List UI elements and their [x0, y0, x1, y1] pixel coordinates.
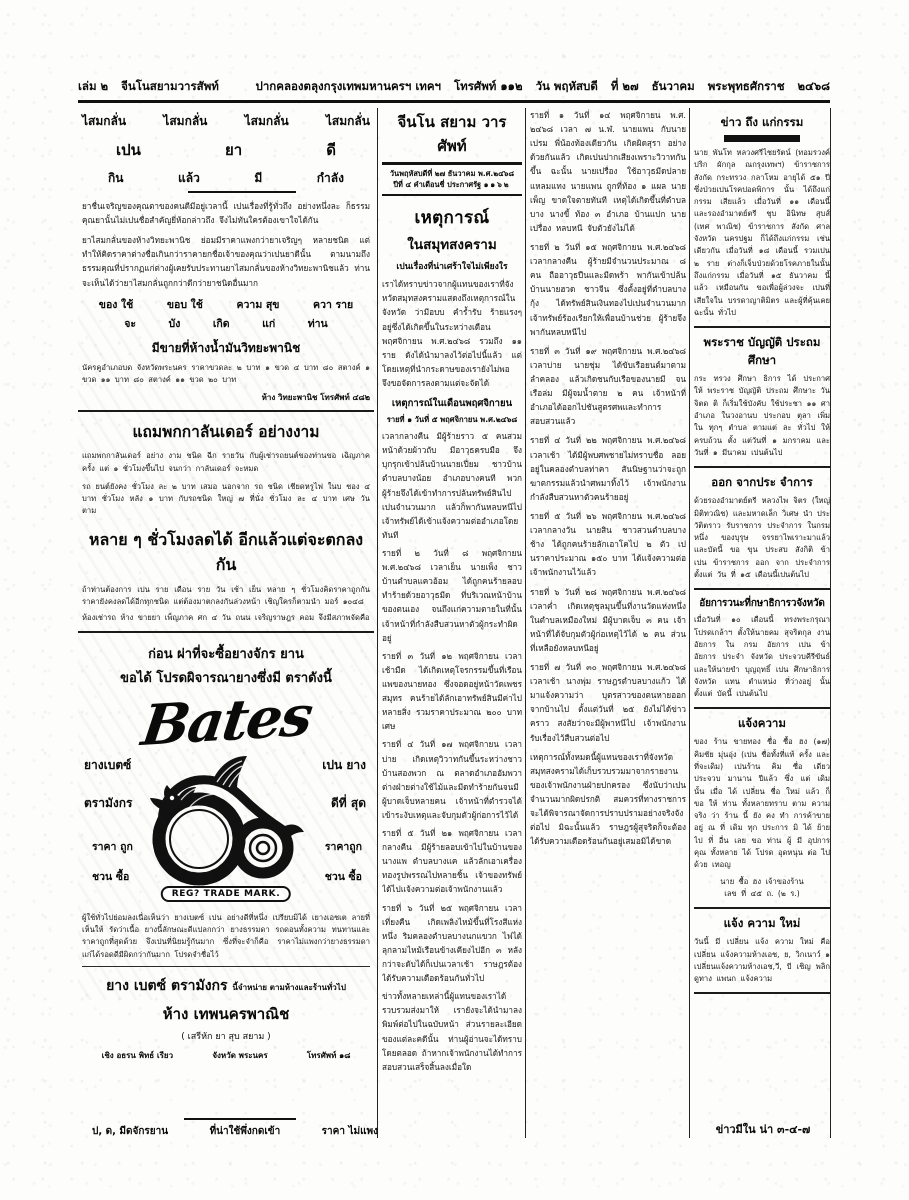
- ad-tonic-row5-w1: จะ: [124, 317, 137, 330]
- column-advertisements: [78, 108, 374, 1138]
- masthead-rule: [78, 100, 830, 103]
- notice-retirement: [694, 474, 830, 581]
- ad-bates-brand-note: นี้จำหน่าย ตามห้างและร้านทั่วไป: [232, 983, 346, 992]
- masthead-era: พระพุทธศักราช: [707, 79, 785, 93]
- lead-body-1: เราได้ทราบข่าวจากผู้แทนของเราที่จังหวัดสมุทสงครามแสดงถึงเหตุการณ์ในจังหวัด ว่ามีอบบ คำร้ำรับ ร้ายแรงๆ อยู่ซึ่งได้เกิดขึ้นในระหว่างเดือนพฤศจิกายน พ.ศ.๒๔๖๘ รวมถึง ๑๑ ราย ดังได้นำมาลงไว้ต่อไปนี้แล้ว แต่โดยเหตุที่นำกระดาษของเรายังไม่พอ จึงขอจัดการลงตามแต่จะจัดได้: [382, 279, 522, 388]
- ad-tonic-line2-w3: ดี: [326, 141, 336, 159]
- masthead-year: ๒๔๖๘: [797, 79, 830, 93]
- headline-lead: เปนเรื่องที่น่าเศร้าใจไม่เพียงใร: [396, 262, 508, 273]
- notice-separator-5: [694, 907, 830, 909]
- notice-announcement-sign: นาย ชื้อ ฮง เจ้าของร้าน: [720, 876, 804, 886]
- notice-separator-3: [694, 588, 830, 590]
- headline-primary: เหตุการณ์: [414, 208, 490, 229]
- notice-appointment: [694, 596, 830, 700]
- ad-calendar-body-1: แถมพกกาลันเดอร์ อย่าง งาม ชนิด ฉีก รายวัน กับผู้เช่ารถยนต์ของท่านขอ เฉิญภาค ครั้ง แต่ ๑ ชั่วโมงขึ้นไป จนกว่า กาลันเดอร์ จะหมด: [82, 451, 370, 473]
- column-divider-1: [377, 108, 378, 1138]
- notice-separator-6: [694, 992, 830, 994]
- ad-bates-firm-foot-3: โทรศัพท์ ๑๘: [306, 1051, 351, 1060]
- ad-bates-firm-sub: ( เสรีหัก ยา สุบ สยาม ): [181, 1032, 271, 1042]
- ad-bates-left-3: ราคา ถูก: [92, 840, 133, 853]
- news-para-7: รายที่ ๗ วันที่ ๓๐ พฤศจิกายน พ.ศ.๒๔๖๘ เวลาเช้า นางพุ่ม ราษฎรตำบลบางแก้ว ได้มาแจ้งความว่า บุตรสาวของตนหายออกจากบ้านไป ตั้งแต่วันที่ ๒๕ ยังไม่ได้ข่าวคราว สงสัยว่าจะมีผู้พาหนีไป เจ้าพนักงานรับเรื่องไว้สืบสวนต่อไป: [530, 662, 686, 743]
- footer-left-item-1: ป, ด, มีดจักรยาน: [92, 1126, 169, 1137]
- ad-tonic-row4-w2: ขอบ ใช้: [166, 298, 203, 311]
- ad-calendar: [78, 419, 374, 624]
- bates-logo: Bates: [137, 682, 315, 759]
- masthead-day: วัน พฤหัสบดี: [535, 79, 598, 93]
- news-para-3: รายที่ ๓ วันที่ ๑๙ พฤศจิกายน พ.ศ.๒๔๖๘ เวลาบ่าย นายชุ่ม ได้ขับเรือยนต์มาตามลำคลอง แล้วเกิดชนกับเรือของนายมี จนเรือล่ม มีผู้จมน้ำตาย ๒ คน เจ้าหน้าที่อำเภอได้ออกไปชันสูตรศพและทำการสอบสวนแล้ว: [530, 345, 686, 427]
- notice-announcement: [694, 715, 830, 900]
- ad-tonic-line3-w2: แล้ว: [177, 171, 200, 185]
- ad-bates-firm-foot-1: เชิง อธรน พิทธ์ เรียว: [101, 1051, 174, 1060]
- notice-separator-2: [694, 466, 830, 468]
- ad-tonic-body-2: ยาไสมกลั่นของห้างวิทยะพานิช ย่อมมีราคาแพงกว่ายาเจริญๆ หลายชนิด แต่ทำให้คิดราคาต่างชื่อเกินกว่าราคายกชื่อเจ้าของคุณว่าเปนยาดีนั้น ตามนามถึงธรรมคุณที่ปรากฏแก่ต่างผู้เคยรับประทานยาไสมกลั่นของห้างวิทยะพานิชแล้ว ท่านจะเห็นได้ว่ายาไสมกลั่นถูกกว่าดีกว่ายาชนิดอื่นมาก: [82, 235, 370, 288]
- ad-separator-2: [78, 631, 374, 633]
- bates-artwork: [82, 742, 370, 910]
- ad-bates-line-2: ขอได้ โปรดผิจารณายางซึ่งมี ตราดังนี้: [120, 670, 332, 686]
- masthead-paper-short: จีนโนสยามวารสัพท์: [121, 79, 219, 93]
- masthead-month: ธันวาคม: [651, 79, 695, 93]
- masthead: [78, 78, 830, 96]
- trademark-badge: REG? TRADE MARK.: [161, 886, 291, 902]
- ad-tonic-row4-w4: ควา ราย: [313, 298, 354, 311]
- ad-tonic-row4-w1: ของ ใช้: [98, 298, 134, 311]
- lead-body-2: เวลากลางคืน มีผู้ร้ายราว ๕ คนสวมหน้าด้วยผ้าวถับ มีอาวุธครบมือ จึงบุกรุกเข้าปล้นบ้านนายเปี่ยม ชาวบ้านตำบลบางน้อย อำเภอบางคนที พวกผู้ร้ายจึงได้เข้าทำการปล้นทรัพย์สินไปเปนจำนวนมาก แล้วก็พากันหลบหนีไป เจ้าทรัพย์ได้เข้าแจ้งความต่ออำเภอโดยทันที: [382, 431, 522, 540]
- notice-appointment-body: เมื่อวันที่ ๑๐ เดือนนี้ ทรงพระกรุณา โปรดเกล้าฯ ตั้งให้นายคม สุจริตกุล งาน อัยการ ใน กรม อัยการ เปน ข้า อัยการ ประจำ จังหวัด ประจวบคีรีขันธ์ และให้นายขำ บุญฤทธิ์ เปน ศึกษาธิการ จังหวัด แทน ตำแหน่ง ที่ว่างอยู่ นั้น ตั้งแต่ บัดนี้ เปนต้นไป: [694, 615, 830, 699]
- ad-bates-rule: [82, 966, 370, 967]
- footer-left-rule: [184, 1118, 296, 1120]
- notice-separator-1: [694, 326, 830, 328]
- ad-tonic-row5: [82, 315, 370, 332]
- ad-bates-firm-foot-2: จังหวัด พระนคร: [212, 1051, 268, 1060]
- newspaper-nameplate: จีนโน สยาม วาร ศัพท์: [397, 113, 507, 155]
- ad-bates-body: ผู้ใช้ทั่วไปย่อมลงเนื่อเห็นว่า ยางเบตซ์ เปน อย่างดีที่หนึ่ง เปรียบมิได้ เยางเอชเต ลายที่เห็นให้ รัดว่าเนื้อ ยางนี้ลักษณะดีแปลกกว่า ยางธรรมดา รถดอนทั้งความ ทนทานและ ราคาถูกที่สุดด้วย จึงเปนที่นิยมรู้กันมาก ซึ่งที่จะจำก็คือ ราคาไม่แพงกว่ายางธรรมดา แก่ได้รอดดีมีผิดกว่ากันมาก โปรดจำชื่อไว้: [82, 912, 370, 959]
- notice-separator-4: [694, 707, 830, 709]
- news-para-6: รายที่ ๖ วันที่ ๒๘ พฤศจิกายน พ.ศ.๒๔๖๘ เวลาค่ำ เกิดเหตุชุลมุนขึ้นที่งานวัดแห่งหนึ่ง ในตำบลเหมืองใหม่ มีผู้บาดเจ็บ ๓ คน เจ้าหน้าที่ได้จับกุมตัวผู้ก่อเหตุไว้ได้ ๒ คน ส่วนที่เหลือยังหลบหนีอยู่: [530, 586, 686, 653]
- ad-tonic-word-1: ไสมกลั่น: [82, 114, 127, 128]
- ad-bates-right-1: เปน ยาง: [322, 757, 366, 772]
- masthead-telephone: โทรศัพท์ ๑๑๒: [453, 79, 523, 93]
- nameplate-issue-number: ๑๑๖๒: [483, 179, 511, 189]
- ad-tonic-row5-w5: ท่าน: [307, 317, 328, 330]
- ad-tonic: [78, 112, 374, 404]
- nameplate-rule-bottom: [382, 194, 522, 197]
- ad-tonic-shop: มีขายที่ห้างน้ำมันวิทยะพานิช: [151, 340, 301, 355]
- ad-bates-right-2: ดีที่ สุด: [331, 795, 366, 810]
- ad-bates-firm-foot: [82, 1049, 370, 1062]
- nameplate-date-line: วันพฤหัสบดีที่ ๒๗ ธันวาคม พ.ศ.๒๔๖๘: [389, 168, 515, 178]
- ad-tonic-body-1: ยาชื่นเจริญของคุณตาของคนดีมีอยู่เวลานี้ เปนเรื่องที่รู้ทั่วถึง อย่างหนึ่งละ ก็ธรรมคุณยานั้นไม่เปนชื่อสำคัญยี่ห้อกล่าวถึง จึงไม่ทันใครต้องเขาใจได้กัน: [82, 201, 370, 226]
- ad-bates-right-3: ราคาถูก: [324, 840, 362, 853]
- notice-education-act: [694, 334, 830, 459]
- ad-tonic-line3-w1: กิน: [108, 171, 124, 185]
- ad-tonic-line3-w4: กำลัง: [316, 171, 344, 185]
- news-para-4: รายที่ ๔ วันที่ ๒๒ พฤศจิกายน พ.ศ.๒๔๖๘ เวลาเช้า ได้มีผู้พบศพชายไม่ทราบชื่อ ลอยอยู่ในคลองตำบลท่าคา สันนิษฐานว่าจะถูกฆาตกรรมแล้วนำศพมาทิ้งไว้ เจ้าพนักงานกำลังสืบสวนหาตัวคนร้ายอยู่: [530, 435, 686, 502]
- ad-bates: [78, 643, 374, 1062]
- ad-calendar-body-3: ถ้าท่านต้องการ เปน ราย เดือน ราย วัน เช้า เย็น หลาย ๆ ชั่วโมงคิดราคาถูกกัน ราคายังคงลดได้อีกทุกชนิด แต่ต้องมาตกลงกันล่วงหน้า เชิญใครก็ตามนำ มอร์ ๑๐๔๘: [82, 584, 370, 607]
- notice-new-ads-body: วันนี้ มี เปลี่ยน แจ้ง ความ ใหม่ คือ เปลี่ยน แจ้งความห้างเอช, ย, วิกเนาว์ ๑ เปลี่ยนแจ้งความห้างเอช,วี, บี เชิญ พลิก ดูทาง แพนก แจ้งความ: [694, 937, 830, 984]
- ad-tonic-row5-w3: เกิด: [212, 317, 230, 330]
- news-para-1: รายที่ ๑ วันที่ ๑๔ พฤศจิกายน พ.ศ. ๒๔๖๘ เวลา ๗ น.ฬ. นายแพน กับนายเปรม พี่น้องท้องเดียวกัน เกิดผิดสุรา อย่างด้วยกันแล้ว เกิดเปนปากเสียงเพราะวิวาทกันขึ้น ฉะนั้น นายเปรื่อง ใช้อาวุธมีดปลายแหลมแทง นายแพน ถูกที่ท้อง ๑ แผล นายเพ็ญ ขาดใจตายทันที เหตุได้เกิดขึ้นที่ตำบลบาง นางขี้ ท้อง ๓ อำเภอ บ้านแปก นายเปรื่อง หลบหนี จับตัวยังไม่ได้: [530, 110, 686, 233]
- notice-obituary-bar: [724, 135, 800, 142]
- footer-page-index: ข่าวมีใน น่า ๓-๔-๗: [715, 1123, 811, 1136]
- ad-tonic-word-4: ไสมกลั่น: [325, 114, 370, 128]
- column-notices: [694, 108, 830, 1138]
- ad-tonic-line2-w2: ยา: [224, 141, 243, 159]
- ad-tonic-line2: [116, 138, 336, 162]
- footer-left-item-3: ราคา ไม่แพง: [321, 1126, 378, 1137]
- notice-obituary-head: ข่าว ถึง แก่กรรม: [720, 115, 804, 129]
- notice-new-ads-head: แจ้ง ความ ใหม่: [723, 916, 801, 931]
- lead-body-8: ข่าวทั้งหลายเหล่านี้ผู้แทนของเราได้รวบรวมส่งมาให้ เรายังจะได้นำมาลงพิมพ์ต่อไปในฉบับหน้า ส่วนรายละเอียดของแต่ละคดีนั้น ท่านผู้อ่านจะได้ทราบโดยตลอด ถ้าหากเจ้าพนักงานได้ทำการสอบสวนเสร็จสิ้นลงเมื่อใด: [382, 991, 522, 1072]
- ad-calendar-title: แถมพกกาลันเดอร์ อย่างงาม: [132, 423, 320, 442]
- masthead-page-marker: เล่ม ๒: [78, 79, 109, 93]
- ad-bates-line-1: ก่อน ผ่าที่จะซื้อยางจักร ยาน: [148, 646, 304, 662]
- ad-tonic-line3-w3: มี: [254, 171, 263, 185]
- ad-tonic-word-2: ไสมกลั่น: [163, 114, 208, 128]
- headline-secondary: ในสมุทสงคราม: [407, 237, 497, 254]
- ad-bates-brand-name: ยาง เบตซ์ ตรามังกร: [106, 978, 228, 994]
- ad-calendar-title-2: หลาย ๆ ชั่วโมงลดได้ อีกแล้วแต่จะตกลงกัน: [88, 529, 364, 574]
- footer-left-item-2: ที่น่าใช้พึ่งกดเข้า: [209, 1126, 281, 1137]
- ad-tonic-line3: [108, 169, 344, 188]
- ad-bates-firm: ห้าง เทพนครพาณิช: [162, 1005, 290, 1023]
- notice-appointment-head: อัยการวนะที่กษาธิการวจังหวัด: [699, 598, 825, 610]
- lead-body-4: รายที่ ๓ วันที่ ๑๒ พฤศจิกายน เวลาเช้ามืด ได้เกิดเหตุโจรกรรมขึ้นที่เรือนแพของนายทอง ซึ่งจอดอยู่หน้าวัดเพชรสมุทร คนร้ายได้ลักเอาทรัพย์สินมีค่าไปหลายสิ่ง รวมราคาประมาณ ๒๐๐ บาทเศษ: [382, 650, 522, 732]
- notice-obituary-body: นาย พันโท หลวงศรีไชยรัตน์ (ทอมรวงค์ ปริก ผักกุล ณกรุงเทพฯ) ข้าราชการ สังกัด กระทรวง กลาโหม อายุได้ ๕๑ ปี ซึ่งป่วยเปนโรคปอดพิการ นั้น ได้ถึงแก่กรรม เสียแล้ว เมื่อวันที่ ๑๑ เดือนนี้ และรองอำมาตย์ตรี ชุบ อินิทษ สุบส์ (เทศ พาณิช) ข้าราชการ สังกัด ศาลจังหวัด นครปฐม ก็ได้ถึงแก่กรรม เช่นเดียวกัน เมื่อวันที่ ๑๘ เดือนนี้ รวมเปน ๒ ราย ต่างก็เจ็บป่วยด้วยโรคภายในนั้น ถึงแก่กรรม เมื่อวันที่ ๑๕ ธันวาคม นี้แล้ว เหมือนกัน ขอเพื่อผู้ล่วงจะ เปนที่ เสียใจใน บรรดาญาติมิตร และผู้ที่คุ้นเคย ฉะนั้น ทั่วไป: [694, 148, 830, 317]
- ad-bates-right-4: ชวน ซื้อ: [324, 870, 362, 883]
- news-para-5: รายที่ ๕ วันที่ ๒๖ พฤศจิกายน พ.ศ.๒๔๖๘ เวลากลางวัน นายสิน ชาวสวนตำบลบางช้าง ได้ถูกคนร้ายลักเอาโคไป ๒ ตัว เปนราคาประมาณ ๑๕๐ บาท ได้แจ้งความต่อเจ้าพนักงานไว้แล้ว: [530, 510, 686, 578]
- lead-body-7: รายที่ ๖ วันที่ ๒๕ พฤศจิกายน เวลาเที่ยงคืน เกิดเพลิงไหม้ขึ้นที่โรงสีแห่งหนึ่ง ริมคลองตำบลบางนกแขวก ไฟได้ลุกลามไหม้เรือนข้างเคียงไปอีก ๓ หลัง กว่าจะดับได้ก็เปนเวลาเช้า ราษฎรต้องได้รับความเดือดร้อนกันทั่วไป: [382, 902, 522, 984]
- notice-retirement-body: ด้วยรองอำมาตย์ตรี หลวงไพ จิตร (ใหญ่ มิติทวณิช) และมหาดเล็ก วิเศษ นำ ประวัติตราว รับราชการ ประจำการ ในกรมหนึ่ง ของบุรุษ จรรยาไพเราะมาแล้ว และบัดนี้ ขอ ขุน ประสบ สังกิติ ข้า เปน ข้าราชการ ออก จาก ประจำการ ตั้งแต่ วัน ที่ ๑๕ เดือนนี้เปนต้นไป: [694, 496, 830, 580]
- ad-bates-left-4: ชวน ซื้อ: [92, 870, 130, 883]
- column-divider-3: [689, 108, 690, 1138]
- lead-date-line: รายที่ ๑ วันที่ ๕ พฤศจิกายน พ.ศ.๒๔๖๘: [386, 415, 518, 425]
- nameplate-issue-text: ปีที่ ๔ คำเดือนชี่ ประกาศรัฐ: [393, 179, 482, 189]
- masthead-date: ที่ ๒๗: [610, 79, 639, 93]
- ad-tonic-row4-w3: ความ สุข: [236, 298, 280, 311]
- notice-obituary: [694, 114, 830, 319]
- ad-tonic-line2-w1: เปน: [116, 141, 141, 159]
- lead-body-5: รายที่ ๔ วันที่ ๑๗ พฤศจิกายน เวลาบ่าย เกิดเหตุวิวาทกันขึ้นระหว่างชาวบ้านสองพวก ณ ตลาดอำเภออัมพวา ต่างฝ่ายต่างใช้ไม้และมีดทำร้ายกันจนมีผู้บาดเจ็บหลายคน เจ้าหน้าที่ตำรวจได้เข้าระงับเหตุและจับกุมตัวผู้ก่อการไว้ได้: [382, 739, 522, 820]
- notice-education-act-body: กระ ทรวง ศึกษา ธิการ ได้ ประกาศ ให้ พระราช บัญญัติ ประถม ศึกษาะ วันจิตด ติ ก็เริ่มใช้บังคับ ใช้ประชา ๑๑ ศา อำเภอ ในวงอานบ ประกอบ ตุลา เพิ่ม ใน ทุกๆ ตำบล ตามแต่ ละ ทั่วไป ให้ครบถ้วน ตั้ง แต่วันที่ ๑ มกราคม และ วันที่ ๑ มีนาคม เปนต้นไป: [694, 374, 830, 457]
- notice-announcement-body: ของ ร้าน ขายทอง ชื่อ ชื้อ ฮง (๑๗) คิมชัย มุ่นอุ่ง (เปน ชื่อทั้งที่แท้ ครั้ง และ ที่จะเดิม) เปนร้าน คิม ซื่อ เดียว ประจวบ มานาน ปีแล้ว ซึ่ง แต่ เดิม นั้น เมื่อ ได้ เปลี่ยน ชื่อ ใหม่ แล้ว ก็ ขอ ให้ ท่าน ทั้งหลายทราบ ตาม ความ จริง ว่า ร้าน นี้ ยัง คง ทำ การค้าขาย อยู่ ณ ที่ เดิม ทุก ประการ มิ ได้ ย้าย ไป ที่ อื่น เลย ขอ ท่าน ผู้ มี อุปการ คุณ ทั้งหลาย ได้ โปรด อุดหนุน ต่อ ไป ด้วย เทอญ: [694, 737, 830, 870]
- notice-announcement-head: แจ้งความ: [738, 716, 786, 731]
- column-divider-2: [525, 108, 526, 1138]
- ad-tonic-row5-w2: บัง: [168, 317, 181, 330]
- notice-new-ads: [694, 915, 830, 985]
- ad-bates-brand: [82, 975, 370, 997]
- dragon-tire-icon: [141, 744, 311, 894]
- lead-body-3: รายที่ ๒ วันที่ ๘ พฤศจิกายน พ.ศ.๒๔๖๘ เวลาเย็น นายเพ็ง ชาวบ้านตำบลแควอ้อม ได้ถูกคนร้ายลอบทำร้ายด้วยอาวุธมีด ที่บริเวณหน้าบ้านของตนเอง จนถึงแก่ความตายในที่นั้น เจ้าหน้าที่กำลังสืบสวนหาตัวผู้กระทำผิดอยู่: [382, 547, 522, 643]
- nameplate-rule-top: [382, 162, 522, 165]
- ad-calendar-body-2: รถ ยนต์ยังคง ชั่วโมง ละ ๒ บาท เสมอ นอกจาก รถ ชนิด เชียดหรูไฟ ในบ ชอง ๔ บาท ชั่วโมง หลัง ๑ บาท กับรถชนิด ใหญ่ ๗ ที่นั่ง ชั่วโมง ละ ๔ บาท เศษ วัน ตาม: [82, 481, 370, 516]
- column-lead-story: [382, 108, 522, 1138]
- footer-left-ad: [92, 1124, 378, 1139]
- subheadline-november: เหตุการณ์ในเดือนพฤศจิกายน: [391, 398, 513, 410]
- masthead-imprint: ปากคลองตลุงกรุงเทพมหานครฯ เทคฯ: [255, 79, 441, 93]
- nameplate-issue-line: [382, 179, 522, 190]
- ad-bates-left-2: ตรามังกร: [84, 795, 133, 810]
- notice-announcement-address: เลข ที่ ๔๕ ถ. (๒ ร.): [724, 888, 800, 898]
- notice-retirement-head: ออก จากประ จำการ: [711, 475, 813, 490]
- ad-calendar-foot: ห้องเช่ารถ ห้าง ขายยา เพ็ญภาค ศก ๔ วัน ถนน เจริญราษฎร คอม จึงมีสภาพจัดคือ: [82, 613, 370, 623]
- ad-tonic-price: นัครคูอำเภอบด จังหวัดพระนคร ราคาขวดละ ๒ บาท ๑ ขวด ๔ บาท ๘๐ สตางค์ ๑ ขวด ๑๑ บาท ๘๐ สตางค์ ๑๑ ขวด ๒๐ บาท: [82, 362, 370, 384]
- ad-tonic-row5-w4: แก่: [262, 317, 276, 330]
- column-news-continued: [530, 108, 686, 1138]
- lead-body-6: รายที่ ๕ วันที่ ๒๑ พฤศจิกายน เวลากลางคืน มีผู้ร้ายลอบเข้าไปในบ้านของนางแพ ตำบลบางแค แล้วลักเอาเครื่องทองรูปพรรณไปหลายชิ้น เจ้าของทรัพย์ได้ไปแจ้งความต่อเจ้าพนักงานแล้ว: [382, 828, 522, 895]
- column-divider-4: [830, 108, 831, 1138]
- ad-tonic-word-3: ไสมกลั่น: [244, 114, 289, 128]
- ad-separator-1: [78, 410, 374, 412]
- ad-tonic-underline: [188, 191, 296, 193]
- ad-tonic-repeat-row: [82, 112, 370, 131]
- news-para-8: เหตุการณ์ทั้งหมดนี้ผู้แทนของเราที่จังหวัดสมุทสงครามได้เก็บรวบรวมมาจากรายงานของเจ้าพนักงานฝ่ายปกครอง ซึ่งนับว่าเปนจำนวนมากผิดปรกติ สมควรที่ทางราชการจะได้พิจารณาจัดการปราบปรามอย่างจริงจังต่อไป มิฉะนั้นแล้ว ราษฎรผู้สุจริตก็จะต้องได้รับความเดือดร้อนกันอยู่เสมอมิได้ขาด: [530, 751, 686, 847]
- ad-tonic-signature: ห้าง วิทยะพานิช โทรศัพท์ ๔๘๒: [261, 393, 370, 403]
- ad-bates-left-1: ยางเบตซ์: [84, 757, 132, 772]
- news-para-2: รายที่ ๒ วันที่ ๑๕ พฤศจิกายน พ.ศ.๒๔๖๘ เวลากลางคืน ผู้ร้ายมีจำนวนประมาณ ๘ คน ถืออาวุธปืนและมีดพร้า พากันเข้าปล้นบ้านนายฮวด ชาวจีน ซึ่งตั้งอยู่ที่ตำบลบางกุ้ง ได้ทรัพย์สินเงินทองไปเปนจำนวนมาก เจ้าทรัพย์ร้องเรียกให้เพื่อนบ้านช่วย ผู้ร้ายจึงพากันหลบหนีไป: [530, 241, 686, 337]
- notice-education-act-head: พระราช บัญญัติ ประถม ศึกษา: [703, 335, 821, 368]
- ad-tonic-row4: [82, 296, 370, 313]
